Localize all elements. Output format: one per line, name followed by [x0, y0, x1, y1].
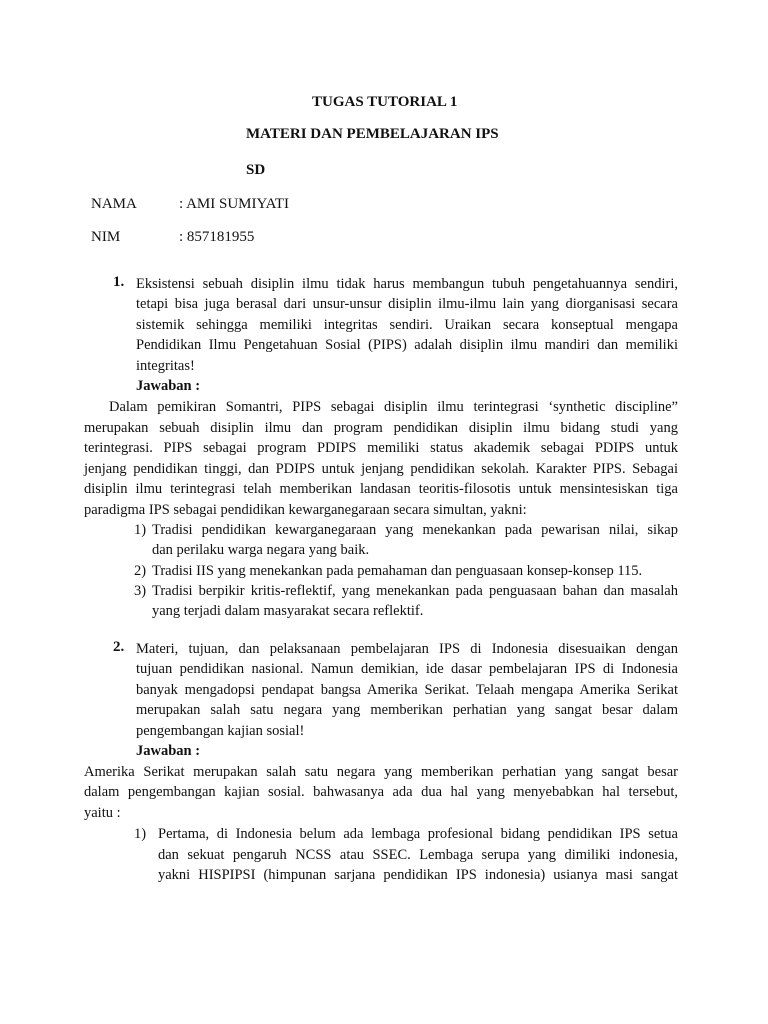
question-line: banyak mengadopsi pendapat bangsa Amerika Serikat. Telaah mengapa Amerika Serikat: [136, 682, 678, 698]
name-value: : AMI SUMIYATI: [179, 196, 290, 212]
answer-line: Dalam pemikiran Somantri, PIPS sebagai disiplin ilmu terintegrasi ‘synthetic discipline”: [109, 399, 678, 415]
list-item-line: yang terjadi dalam masyarakat secara reflektif.: [152, 603, 424, 619]
question-line: Eksistensi sebuah disiplin ilmu tidak harus membangun tubuh pengetahuannya sendiri,: [136, 276, 678, 292]
answer-line: jenjang pendidikan tinggi, dan PDIPS untuk jenjang pendidikan sekolah. Karakter PIPS. Sebagai: [84, 461, 678, 477]
list-item-line: dan perilaku warga negara yang baik.: [152, 542, 370, 558]
question-line: Materi, tujuan, dan pelaksanaan pembelajaran IPS di Indonesia disesuaikan dengan: [136, 641, 678, 657]
answer-line: paradigma IPS sebagai pendidikan kewarganegaraan secara simultan, yakni:: [84, 502, 527, 518]
list-item-line: yakni HISPIPSI (himpunan sarjana pendidikan IPS indonesia) usianya masi sangat: [158, 867, 678, 883]
question-line: tujuan pendidikan nasional. Namun demikian, ide dasar pembelajaran IPS di Indonesia: [136, 661, 678, 677]
nim-label: NIM: [91, 229, 121, 245]
answer-line: Amerika Serikat merupakan salah satu negara yang memberikan perhatian yang sangat besar: [84, 764, 678, 780]
question-1-number: 1.: [113, 274, 125, 290]
list-marker: 1): [134, 826, 147, 842]
list-marker: 1): [134, 522, 147, 538]
question-line: merupakan salah satu negara yang memberikan perhatian yang sangat besar dalam: [136, 702, 678, 718]
answer-line: yaitu :: [84, 805, 121, 821]
name-label: NAMA: [91, 196, 137, 212]
doc-subtitle: MATERI DAN PEMBELAJARAN IPS: [246, 126, 499, 142]
answer-line: dalam pengembangan kajian sosial. bahwasanya ada dua hal yang menyebabkan hal tersebut,: [84, 784, 678, 800]
answer-line: disiplin ilmu terintegrasi telah memberikan landasan teoritis-filosotis untuk mensintesiskan tiga: [84, 481, 678, 497]
question-line: tetapi bisa juga berasal dari unsur-unsur disiplin ilmu-ilmu lain yang diorganisasi secara: [136, 296, 678, 312]
question-line: pengembangan kajian sosial!: [136, 723, 305, 739]
question-line: sistemik sehingga memiliki integritas sendiri. Uraikan secara konseptual mengapa: [136, 317, 678, 333]
question-line: integritas!: [136, 358, 195, 374]
list-marker: 3): [134, 583, 147, 599]
list-item-line: Tradisi pendidikan kewarganegaraan yang menekankan pada pewarisan nilai, sikap: [152, 522, 678, 538]
question-2-number: 2.: [113, 639, 125, 655]
list-item-line: dan sekuat pengaruh NCSS atau SSEC. Lembaga serupa yang dimiliki indonesia,: [158, 847, 678, 863]
doc-level: SD: [246, 162, 266, 178]
question-line: Pendidikan Ilmu Pengetahuan Sosial (PIPS) adalah disiplin ilmu mandiri dan memiliki: [136, 337, 678, 353]
answer-line: merupakan sebuah disiplin ilmu dan program pendidikan disiplin ilmu bidang studi yang: [84, 420, 678, 436]
answer-2-label: Jawaban :: [136, 743, 201, 759]
list-item-line: Pertama, di Indonesia belum ada lembaga profesional bidang pendidikan IPS setua: [158, 826, 678, 842]
answer-line: terintegrasi. PIPS sebagai program PDIPS memiliki status akademik sebagai PDIPS untuk: [84, 440, 678, 456]
answer-1-label: Jawaban :: [136, 378, 201, 394]
nim-value: : 857181955: [179, 229, 255, 245]
doc-title: TUGAS TUTORIAL 1: [312, 94, 458, 110]
list-item-line: Tradisi berpikir kritis-reflektif, yang menekankan pada penguasaan bahan dan masalah: [152, 583, 678, 599]
list-marker: 2): [134, 563, 147, 579]
list-item-line: Tradisi IIS yang menekankan pada pemahaman dan penguasaan konsep-konsep 115.: [152, 563, 643, 579]
